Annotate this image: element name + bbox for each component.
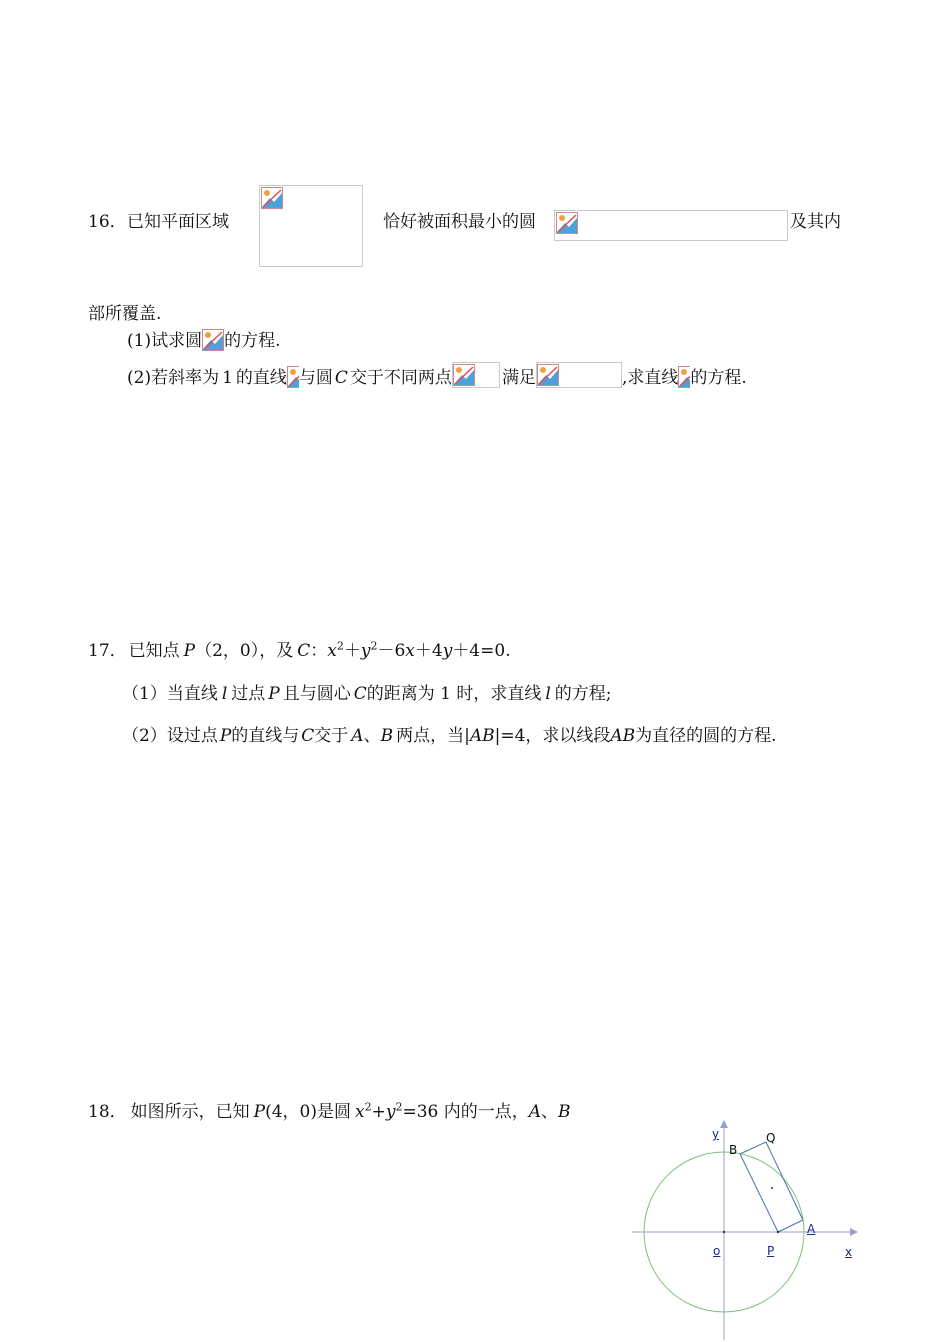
q16-condition-image (536, 362, 622, 388)
segment-QA (766, 1142, 803, 1220)
broken-image-icon (556, 212, 578, 234)
q17-p1-text: 且与圆心 (282, 684, 351, 704)
q17-p2-text: 交于 (314, 726, 349, 746)
q17-p2-point-P: P (219, 726, 232, 746)
q17-p2-circle-C: C (301, 726, 315, 746)
broken-image-icon (202, 329, 224, 351)
q17-p2-text: （2）设过点 (122, 726, 218, 746)
fig-label-x: x (845, 1245, 853, 1259)
q17-eq-term: ＋4 (414, 641, 443, 661)
q17-p1-line-l: l (221, 684, 228, 704)
q17-eq-x: x (327, 641, 337, 661)
q16-part2-text: 与圆 (298, 368, 333, 388)
q17-p2-text: 为直径的圆的方程. (635, 726, 777, 746)
fig-label-B: B (729, 1143, 738, 1157)
q16-part2-text: 的直线 (235, 368, 287, 388)
segment-BQ (740, 1142, 766, 1154)
q17-eq-sup: 2 (336, 639, 344, 653)
q18-coords: (4，0)是圆 (265, 1102, 351, 1122)
q16-part2-text: ,求直线 (621, 368, 679, 388)
q17-p2-text: 的直线与 (231, 726, 300, 746)
q17-p2-sep: 、 (363, 726, 381, 746)
fig-label-y: y (712, 1127, 720, 1141)
q16-part2-text: 交于不同两点 (349, 368, 452, 388)
q16-part2-text: 的方程. (690, 368, 747, 388)
q17-p2-text: 两点，当| (396, 726, 470, 746)
point-P (777, 1231, 779, 1233)
q16-intro: 已知平面区域 (127, 212, 229, 232)
q18-eq-op: + (371, 1102, 386, 1122)
q17-part1 (122, 683, 612, 705)
fig-label-A: A (807, 1222, 816, 1236)
q17-p1-point-P: P (268, 684, 280, 704)
q17-p1-text: （1）当直线 (122, 684, 218, 704)
q17-circle-C: C (297, 641, 311, 661)
q17-intro: 已知点 (128, 641, 180, 661)
point-O (723, 1231, 725, 1233)
q18-figure (628, 1118, 860, 1342)
q17-eq-term: －6 (377, 641, 406, 661)
q17-p2-segment-AB: AB (610, 726, 636, 746)
q18-eq-y: y (385, 1102, 396, 1122)
fig-label-o: o (713, 1244, 721, 1258)
point-mid (771, 1187, 773, 1189)
q17-eq-y: y (360, 641, 371, 661)
q17-part2 (122, 725, 777, 747)
q17-intro-line (88, 640, 511, 662)
q17-eq-sup: 2 (370, 639, 378, 653)
q17-p2-point-A: A (351, 726, 364, 746)
broken-image-icon (261, 187, 283, 209)
q16-part2-text: (2)若斜率为 (127, 368, 220, 388)
q17-eq-op: ＋ (343, 641, 361, 661)
q18-point-A: A (528, 1102, 542, 1122)
segment-PA (778, 1220, 803, 1232)
broken-image-icon (678, 366, 690, 388)
q18-eq-x: x (355, 1102, 365, 1122)
q17-p1-text: 的方程; (554, 684, 612, 704)
q18-sep: 、 (541, 1102, 559, 1122)
q18-eq-sup: 2 (395, 1100, 403, 1114)
q17-p1-circle-C: C (353, 684, 367, 704)
q16-number: 16． (88, 212, 127, 232)
q16-part2 (127, 362, 747, 389)
q17-eq-x: x (405, 641, 415, 661)
x-axis-arrow (850, 1228, 858, 1236)
q16-points-image (452, 362, 500, 388)
q16-region-image (259, 185, 363, 267)
q16-part2-circle-C: C (334, 368, 348, 388)
fig-label-P: P (767, 1244, 775, 1258)
q18-number: 18． (88, 1102, 127, 1122)
q18-intro: 如图所示，已知 (130, 1102, 250, 1122)
q16-part2-text: 满足 (501, 368, 536, 388)
segment-PB (740, 1154, 778, 1232)
q17-p2-point-B: B (380, 726, 394, 746)
q18-point-P: P (253, 1102, 266, 1122)
q17-p1-text: 过点 (231, 684, 266, 704)
q17-coords: （2，0），及 (195, 641, 294, 661)
q16-tail: 及其内 (790, 212, 841, 232)
q18-eq-rest: =36 内的一点， (402, 1102, 529, 1122)
q16-line2: 部所覆盖. (88, 304, 162, 324)
q18-point-B: B (558, 1102, 571, 1122)
q17-p2-text: |=4，求以线段 (494, 726, 611, 746)
q16-part1-suffix: 的方程. (224, 331, 281, 351)
q16-part1-prefix: (1)试求圆 (127, 331, 203, 351)
q16-part2-slope: 1 (222, 368, 233, 388)
q17-colon: ： (310, 641, 328, 661)
q17-point-P: P (183, 641, 196, 661)
y-axis-arrow (720, 1120, 728, 1128)
q18-intro-line (88, 1101, 571, 1123)
q17-eq-term: ＋4=0. (452, 641, 511, 661)
q17-p1-text: 的距离为 1 时，求直线 (366, 684, 542, 704)
q16-part1 (127, 329, 281, 352)
q17-p1-line-l: l (545, 684, 551, 704)
q16-middle: 恰好被面积最小的圆 (383, 212, 536, 232)
q17-p2-segment-AB: AB (469, 726, 495, 746)
q18-eq-sup: 2 (364, 1100, 372, 1114)
q17-eq-y: y (442, 641, 453, 661)
q16-circle-image (554, 210, 788, 241)
broken-image-icon (287, 366, 299, 388)
q17-number: 17． (88, 641, 127, 661)
fig-label-Q: Q (766, 1131, 776, 1145)
